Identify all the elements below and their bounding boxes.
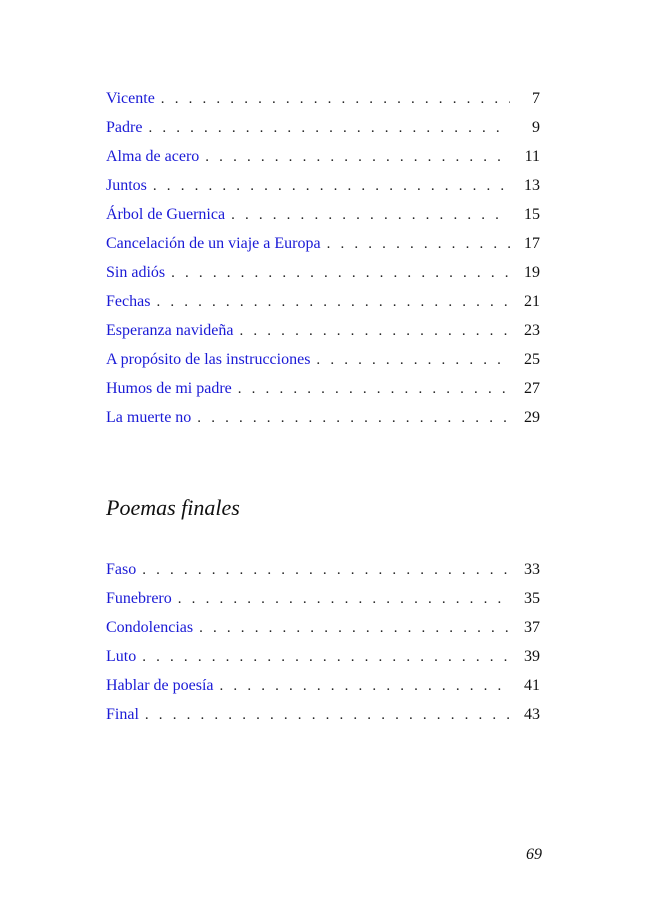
dot-leader — [171, 262, 510, 284]
toc-entry-title: La muerte no — [106, 409, 192, 426]
toc-entry-title: Juntos — [106, 177, 147, 194]
toc-list-final-poems — [106, 559, 540, 733]
toc-list-main — [106, 88, 540, 436]
toc-entry-fechas[interactable] — [106, 291, 540, 320]
toc-entry-title: Padre — [106, 119, 143, 136]
toc-entry-page: 27 — [524, 380, 540, 397]
toc-entry-page: 33 — [524, 561, 540, 578]
toc-entry-padre[interactable] — [106, 117, 540, 146]
toc-entry-page: 19 — [524, 264, 540, 281]
toc-entry-page: 17 — [524, 235, 540, 252]
toc-entry-final[interactable] — [106, 704, 540, 733]
toc-entry-page: 13 — [524, 177, 540, 194]
dot-leader — [239, 320, 510, 342]
toc-entry-title: Humos de mi padre — [106, 380, 232, 397]
dot-leader — [238, 378, 510, 400]
toc-entry-page: 15 — [524, 206, 540, 223]
toc-entry-title: Funebrero — [106, 590, 172, 607]
toc-entry-page: 25 — [524, 351, 540, 368]
toc-entry-faso[interactable] — [106, 559, 540, 588]
dot-leader — [316, 349, 510, 371]
toc-entry-title: Condolencias — [106, 619, 194, 636]
page-number: 69 — [526, 846, 542, 863]
toc-entry-page: 43 — [524, 706, 540, 723]
toc-entry-alma-de-acero[interactable] — [106, 146, 540, 175]
dot-leader — [205, 146, 510, 168]
toc-entry-title: Hablar de poesía — [106, 677, 214, 694]
toc-entry-page: 41 — [524, 677, 540, 694]
toc-entry-title: Vicente — [106, 90, 155, 107]
toc-entry-page: 11 — [524, 148, 540, 165]
dot-leader — [153, 175, 510, 197]
toc-entry-page: 7 — [532, 90, 540, 107]
toc-entry-vicente[interactable] — [106, 88, 540, 117]
toc-entry-luto[interactable] — [106, 646, 540, 675]
dot-leader — [231, 204, 510, 226]
toc-entry-hablar-de-poesia[interactable] — [106, 675, 540, 704]
toc-entry-a-proposito[interactable] — [106, 349, 540, 378]
toc-entry-title: Alma de acero — [106, 148, 200, 165]
toc-entry-title: Árbol de Guernica — [106, 206, 226, 223]
toc-entry-title: Luto — [106, 648, 137, 665]
dot-leader — [156, 291, 510, 313]
toc-entry-page: 39 — [524, 648, 540, 665]
toc-entry-funebrero[interactable] — [106, 588, 540, 617]
dot-leader — [199, 617, 510, 639]
toc-entry-page: 37 — [524, 619, 540, 636]
toc-entry-title: Faso — [106, 561, 137, 578]
section-title: Poemas finales — [106, 495, 240, 520]
toc-entry-title: Fechas — [106, 293, 151, 310]
toc-entry-title: Sin adiós — [106, 264, 166, 281]
dot-leader — [142, 646, 510, 668]
toc-entry-humos-de-mi-padre[interactable] — [106, 378, 540, 407]
toc-entry-cancelacion[interactable] — [106, 233, 540, 262]
dot-leader — [148, 117, 510, 139]
toc-entry-page: 9 — [532, 119, 540, 136]
toc-entry-page: 23 — [524, 322, 540, 339]
dot-leader — [145, 704, 510, 726]
toc-entry-sin-adios[interactable] — [106, 262, 540, 291]
toc-entry-arbol-de-guernica[interactable] — [106, 204, 540, 233]
toc-entry-title: Esperanza navideña — [106, 322, 234, 339]
dot-leader — [178, 588, 510, 610]
dot-leader — [220, 675, 510, 697]
toc-entry-title: Cancelación de un viaje a Europa — [106, 235, 321, 252]
toc-entry-page: 35 — [524, 590, 540, 607]
dot-leader — [161, 88, 510, 110]
toc-entry-la-muerte-no[interactable] — [106, 407, 540, 436]
dot-leader — [142, 559, 510, 581]
toc-entry-juntos[interactable] — [106, 175, 540, 204]
toc-entry-page: 29 — [524, 409, 540, 426]
toc-entry-condolencias[interactable] — [106, 617, 540, 646]
toc-entry-page: 21 — [524, 293, 540, 310]
dot-leader — [197, 407, 510, 429]
dot-leader — [327, 233, 510, 255]
toc-entry-esperanza-navidena[interactable] — [106, 320, 540, 349]
toc-entry-title: A propósito de las instrucciones — [106, 351, 311, 368]
toc-entry-title: Final — [106, 706, 139, 723]
